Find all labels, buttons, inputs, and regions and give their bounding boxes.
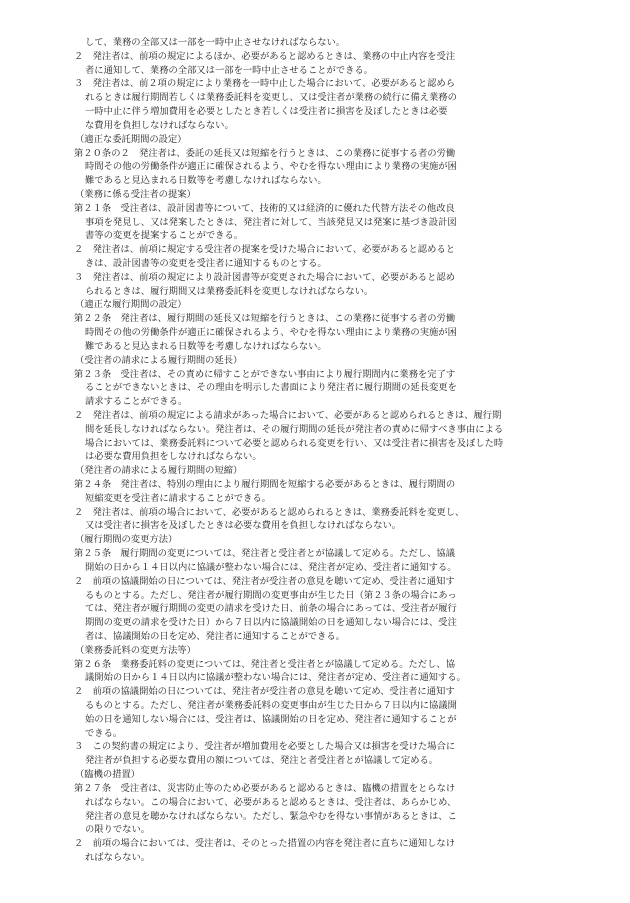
paragraph-start-line: ３ 発注者は、前２項の規定により業務を一時中止した場合において、必要があると認めら <box>74 78 455 90</box>
text-line: 一時中止に伴う増加費用を必要としたとき若しくは受注者に損害を及ぼしたときは必要 <box>85 106 448 118</box>
section-title: （履行期間の変更方法） <box>75 534 178 546</box>
article-heading-line: 第２１条 受注者は、設計図書等について、技術的又は経済的に優れた代替方法その他改良 <box>74 202 455 214</box>
text-line: 書等の変更を提案することができる。 <box>85 230 244 242</box>
text-line: 議開始の日から１４日以内に協議が整わない場合には、発注者が定め、受注者に通知する。 <box>85 672 466 684</box>
paragraph-start-line: ２ 発注者は、前項の規定による請求があった場合において、必要があると認められるときは、履行期 <box>74 409 502 421</box>
article-heading-line: 第２６条 業務委託料の変更については、発注者と受注者とが協議して定める。ただし、協 <box>74 658 455 670</box>
paragraph-start-line: ２ 発注者は、前項の場合において、必要があると認められるときは、業務委託料を変更し、 <box>74 506 465 518</box>
section-title: （業務委託料の変更方法等） <box>75 644 196 656</box>
paragraph-start-line: ２ 発注者は、前項の規定によるほか、必要があると認めるときは、業務の中止内容を受注 <box>74 50 456 62</box>
text-line: 難であると見込まれる日数等を考慮しなければならない。 <box>85 175 327 187</box>
article-heading-line: 第２３条 受注者は、その責めに帰すことができない事由により履行期間内に業務を完了す <box>74 368 456 380</box>
text-line: は必要な費用負担をしなければならない。 <box>85 451 262 463</box>
text-line: 間を延長しなければならない。発注者は、その履行期間の延長が発注者の責めに帰すべき事由による <box>85 423 504 435</box>
text-line: ればならない。この場合において、必要があると認めるときは、受注者は、あらかじめ、 <box>85 796 457 808</box>
text-line: 又は受注者に損害を及ぼしたときは必要な費用を負担しなければならない。 <box>85 520 402 532</box>
paragraph-start-line: ２ 前項の協議開始の日については、発注者が受注者の意見を聴いて定め、受注者に通知す <box>74 575 455 587</box>
text-line: 発注者の意見を聴かなければならない。ただし、緊急やむを得ない事情があるときは、こ <box>85 810 457 822</box>
text-line: な費用を負担しなければならない。 <box>85 119 234 131</box>
paragraph-start-line: ３ この契約書の規定により、受注者が増加費用を必要とした場合又は損害を受けた場合に <box>74 741 456 753</box>
text-line: ては、発注者が履行期間の変更の請求を受けた日、前条の場合にあっては、受注者が履行 <box>85 603 457 615</box>
text-line: して、業務の全部又は一部を一時中止させなければならない。 <box>85 37 346 48</box>
section-title: （適正な委託期間の設定） <box>75 133 187 145</box>
text-line: 事項を発見し、又は発案したときは、発注者に対して、当該発見又は発案に基づき設計図 <box>85 216 457 228</box>
section-title: （受注者の請求による履行期間の延長） <box>75 354 243 366</box>
section-title: （適正な履行期間の設定） <box>75 299 187 311</box>
text-line: 請求することができる。 <box>85 396 188 408</box>
article-heading-line: 第２０条の２ 発注者は、委託の延長又は短縮を行うときは、この業務に従事する者の労働 <box>74 147 456 159</box>
text-line: 発注者が負担する必要な費用の額については、発注と者受注者とが協議して定める。 <box>85 755 439 767</box>
text-line: 短縮変更を受注者に請求することができる。 <box>85 492 271 504</box>
article-heading-line: 第２４条 発注者は、特別の理由により履行期間を短縮する必要があるときは、履行期間の <box>74 479 456 490</box>
text-line: 者に通知して、業務の全部又は一部を一時中止させることができる。 <box>85 64 374 76</box>
article-heading-line: 第２７条 受注者は、災害防止等のため必要があると認めるときは、臨機の措置をとらなけ <box>74 782 456 794</box>
text-line: 開始の日から１４日以内に協議が整わない場合には、発注者が定め、受注者に通知する。 <box>85 561 457 573</box>
text-line: れるときは履行期間若しくは業務委託料を変更し、又は受注者が業務の続行に備え業務の <box>85 92 457 104</box>
text-line: られるときは、履行期間又は業務委託料を変更しなければならない。 <box>85 285 374 297</box>
section-title: （臨機の措置） <box>75 769 141 781</box>
paragraph-start-line: ３ 発注者は、前項の規定により設計図書等が変更された場合において、必要があると認め <box>74 271 455 283</box>
text-line: 難であると見込まれる日数等を考慮しなければならない。 <box>85 340 327 352</box>
text-line: 者は、協議開始の日を定め、発注者に通知することができる。 <box>85 630 345 642</box>
text-line: 場合においては、業務委託料について必要と認められる変更を行い、又は受注者に損害を及ぼした時 <box>85 437 504 449</box>
article-heading-line: 第２５条 履行期間の変更については、発注者と受注者とが協議して定める。ただし、協議 <box>74 548 455 560</box>
text-line: ればならない。 <box>85 851 151 863</box>
paragraph-start-line: ２ 前項の場合においては、受注者は、そのとった措置の内容を発注者に直ちに通知しなけ <box>74 838 455 850</box>
text-line: きは、設計図書等の変更を受注者に通知するものとする。 <box>85 258 327 269</box>
text-line: 時間その他の労働条件が適正に確保されるよう、やむを得ない理由により業務の実施が困 <box>85 327 457 339</box>
text-line: 期間の変更の請求を受けた日）から７日以内に協議開始の日を通知しない場合には、受注 <box>85 617 457 629</box>
section-title: （発注者の請求による履行期間の短縮） <box>75 465 243 477</box>
text-line: できる。 <box>85 727 123 739</box>
section-title: （業務に係る受注者の提案） <box>75 188 196 200</box>
article-heading-line: 第２２条 発注者は、履行期間の延長又は短縮を行うときは、この業務に従事する者の労働 <box>74 313 456 325</box>
text-line: の限りでない。 <box>85 824 151 836</box>
text-line: るものとする。ただし、発注者が業務委託料の変更事由が生じた日から７日以内に協議開 <box>85 700 457 711</box>
text-line: ることができないときは、その理由を明示した書面により発注者に履行期間の延長変更を <box>85 382 457 394</box>
text-line: 時間その他の労働条件が適正に確保されるよう、やむを得ない理由により業務の実施が困 <box>85 161 457 173</box>
text-line: るものとする。ただし、発注者が履行期間の変更事由が生じた日（第２３条の場合にあっ <box>85 589 457 601</box>
paragraph-start-line: ２ 発注者は、前項に規定する受注者の提案を受けた場合において、必要があると認めると <box>74 244 455 256</box>
paragraph-start-line: ２ 前項の協議開始の日については、発注者が受注者の意見を聴いて定め、受注者に通知す <box>74 686 455 698</box>
text-line: 始の日を通知しない場合には、受注者は、協議開始の日を定め、発注者に通知することが <box>85 713 457 725</box>
